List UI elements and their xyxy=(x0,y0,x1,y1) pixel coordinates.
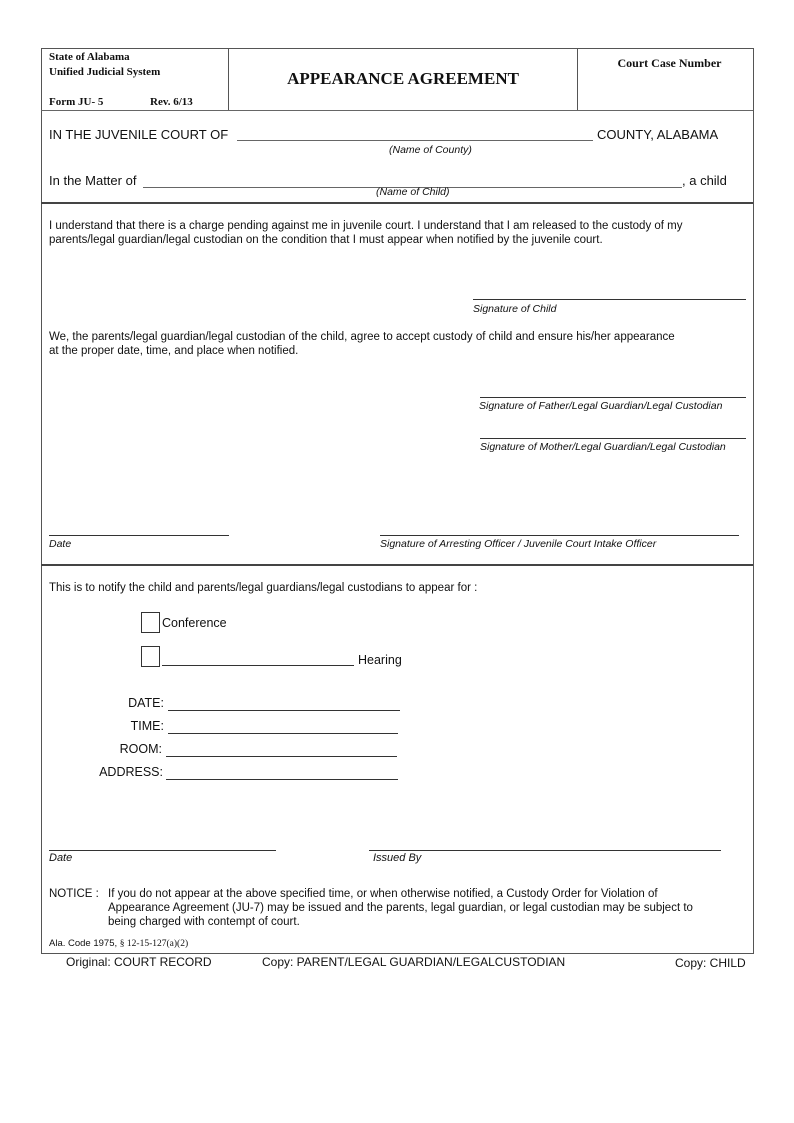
child-statement-line2: parents/legal guardian/legal custodian on the condition that I must appear when notified by the juvenile court. xyxy=(49,234,603,246)
form-border xyxy=(41,48,754,954)
parent-statement-line2: at the proper date, time, and place when notified. xyxy=(49,345,299,357)
mother-signature-line[interactable] xyxy=(480,438,746,439)
notice-line2: Appearance Agreement (JU-7) may be issued and the parents, legal guardian, or legal custodian may be subject to xyxy=(108,902,693,914)
notice-line3: being charged with contempt of court. xyxy=(108,916,300,928)
distribution-copy-parent: Copy: PARENT/LEGAL GUARDIAN/LEGALCUSTODIAN xyxy=(262,955,566,969)
child-signature-line[interactable] xyxy=(473,299,746,300)
court-suffix: COUNTY, ALABAMA xyxy=(597,127,719,142)
code-section: § 12-15-127(a)(2) xyxy=(119,939,189,949)
notify-intro: This is to notify the child and parents/legal guardians/legal custodians to appear for : xyxy=(49,582,478,594)
time-field-label: TIME: xyxy=(130,719,164,733)
state-label: State of Alabama xyxy=(49,51,130,63)
revision: Rev. 6/13 xyxy=(150,96,193,108)
address-field[interactable] xyxy=(166,779,398,780)
date-field[interactable] xyxy=(168,710,400,711)
system-label: Unified Judicial System xyxy=(49,66,161,78)
court-case-number-label: Court Case Number xyxy=(617,56,722,70)
mother-signature-label: Signature of Mother/Legal Guardian/Legal Custodian xyxy=(480,441,726,453)
father-signature-line[interactable] xyxy=(480,397,746,398)
conference-checkbox[interactable] xyxy=(141,612,160,633)
issued-by-line[interactable] xyxy=(369,850,721,851)
notice-line1: If you do not appear at the above specified time, or when otherwise notified, a Custody Order for Violation of xyxy=(108,888,658,900)
room-field[interactable] xyxy=(166,756,397,757)
issued-by-label: Issued By xyxy=(373,852,422,864)
time-field[interactable] xyxy=(168,733,398,734)
address-field-label: ADDRESS: xyxy=(99,765,163,779)
divider xyxy=(41,564,753,566)
father-signature-label: Signature of Father/Legal Guardian/Legal Custodian xyxy=(479,400,723,412)
page-title: APPEARANCE AGREEMENT xyxy=(287,69,519,88)
child-statement-line1: I understand that there is a charge pending against me in juvenile court. I understand that I am released to the custody of my xyxy=(49,220,683,232)
code-citation xyxy=(49,938,188,949)
conference-label: Conference xyxy=(162,616,227,630)
divider xyxy=(41,110,753,111)
date-label: Date xyxy=(49,538,72,550)
distribution-copy-child: Copy: CHILD xyxy=(675,956,746,970)
county-hint: (Name of County) xyxy=(389,144,472,156)
date-line[interactable] xyxy=(49,535,229,536)
county-field[interactable] xyxy=(237,140,593,141)
notice-label: NOTICE : xyxy=(49,888,99,900)
hearing-label: Hearing xyxy=(358,653,402,667)
matter-suffix: , a child xyxy=(682,173,727,188)
matter-prefix: In the Matter of xyxy=(49,173,137,188)
hearing-checkbox[interactable] xyxy=(141,646,160,667)
court-prefix: IN THE JUVENILE COURT OF xyxy=(49,127,229,142)
officer-signature-line[interactable] xyxy=(380,535,739,536)
issue-date-label: Date xyxy=(49,852,73,864)
distribution-original: Original: COURT RECORD xyxy=(66,955,212,969)
officer-signature-label: Signature of Arresting Officer / Juvenile Court Intake Officer xyxy=(380,538,657,550)
child-signature-label: Signature of Child xyxy=(473,303,557,315)
hearing-type-field[interactable] xyxy=(162,665,354,666)
parent-statement-line1: We, the parents/legal guardian/legal custodian of the child, agree to accept custody of child and ensure his/her appearance xyxy=(49,331,675,343)
date-field-label: DATE: xyxy=(128,696,164,710)
room-field-label: ROOM: xyxy=(119,742,162,756)
form-number: Form JU- 5 xyxy=(49,96,104,108)
child-hint: (Name of Child) xyxy=(376,186,450,198)
code-label: Ala. Code 1975, xyxy=(49,938,118,949)
issue-date-line[interactable] xyxy=(49,850,276,851)
divider xyxy=(41,202,753,204)
